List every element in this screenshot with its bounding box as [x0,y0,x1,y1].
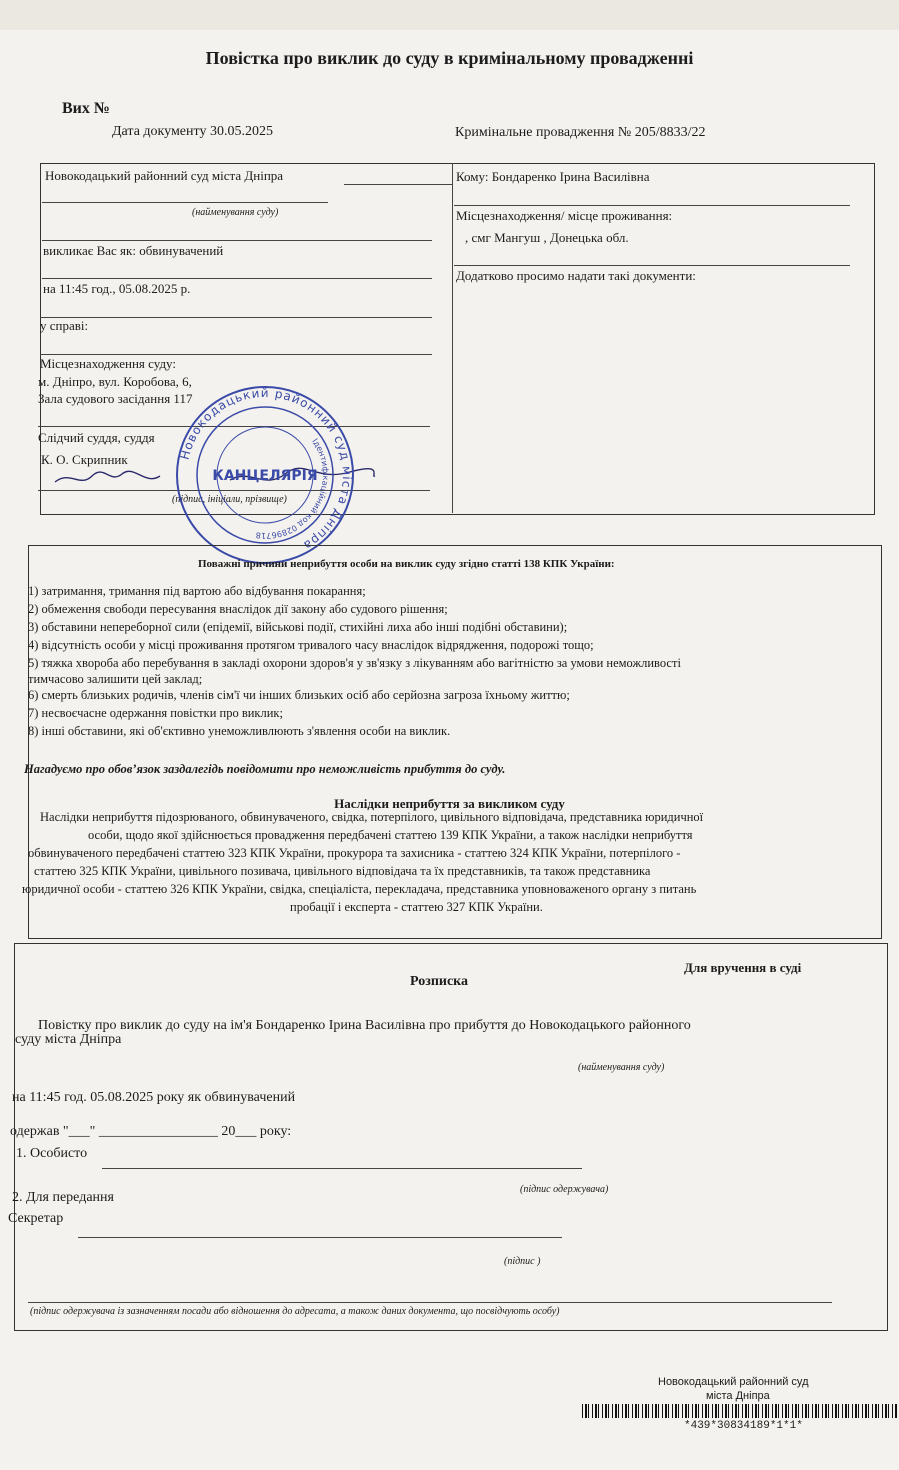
recipient-name: Кому: Бондаренко Ірина Василівна [456,169,650,184]
stamp-code-text: Ідентифікаційний код 02896718 [255,436,331,541]
reason-item: 3) обставини непереборної сили (епідемії, військові події, стихійні лиха або інші подібні обставини); [28,620,568,634]
reason-item: 2) обмеження свободи пересування внаслідок дії закону або судового рішення; [28,602,448,616]
court-location-label: Місцезнаходження суду: [40,356,176,371]
reason-item: 6) смерть близьких родичів, членів сім'ї чи інших близьких осіб або серйозна загроза їхньому життю; [28,688,570,702]
receipt-court-caption: (найменування суду) [578,1062,665,1073]
summon-role: викликає Вас як: обвинувачений [43,243,224,258]
stamp-center-text: КАНЦЕЛЯРІЯ [212,468,318,484]
court-address: м. Дніпро, вул. Коробова, 6, [38,374,192,389]
consequences-line: юридичної особи - статтею 326 КПК України, свідка, спеціаліста, перекладача, представника уповноваженого органу з питань [22,882,697,896]
footer-court-line2: міста Дніпра [706,1390,770,1402]
court-name: Новокодацький районний суд міста Дніпра [45,168,284,183]
receipt-court: суду міста Дніпра [15,1032,122,1047]
reason-item: 5) тяжка хвороба або перебування в закладі охорони здоров'я у зв'язку з лікуванням або вагітністю за умови неможливості [28,656,681,670]
column-divider [452,163,453,513]
court-stamp [170,385,360,565]
svg-text:Ідентифікаційний код 02896718 [255,437,330,540]
footer-court-line1: Новокодацький районний суд [658,1376,809,1388]
reasons-heading: Поважні причини неприбуття особи на виклик суду згідно статті 138 КПК України: [198,558,615,570]
received-date-line: одержав "___" _________________ 20___ року: [10,1124,292,1139]
court-room: Зала судового засідання 117 [38,391,193,406]
judge-name: К. О. Скрипник [41,452,128,467]
additional-documents-label: Додатково просимо надати такі документи: [456,268,696,283]
reason-item: 1) затримання, тримання під вартою або відбування покарання; [28,584,366,598]
consequences-line: Наслідки неприбуття підозрюваного, обвинуваченого, свідка, потерпілого, цивільного відповідача, представника юридичної [40,810,704,824]
consequences-line: особи, щодо якої здійснюється провадження передбачені статтею 139 КПК України, а також наслідки неприбуття [88,828,693,842]
stamp-ring-text: Новокодацький районний суд міста Дніпра [177,385,355,554]
for-transfer-label: 2. Для передання [12,1190,114,1205]
reason-item: тимчасово залишити цей заклад; [28,672,203,686]
document-date: Дата документу 30.05.2025 [112,124,273,139]
hearing-datetime: на 11:45 год., 05.08.2025 р. [43,281,191,296]
receipt-title: Розписка [410,974,469,989]
receipt-time-line: на 11:45 год. 05.08.2025 року як обвинувачений [12,1090,296,1105]
residence-address: , смг Мангуш , Донецька обл. [465,230,629,245]
outgoing-number: Вих № [62,100,110,117]
reminder-text: Нагадуємо про обов’язок заздалегідь повідомити про неможливість прибуття до суду. [24,762,506,776]
secretary-signature-caption: (підпис ) [504,1256,541,1267]
consequences-title: Наслідки неприбуття за викликом суду [334,796,565,811]
reason-item: 8) інші обставини, які об'єктивно унеможливлюють з'явлення особи на виклик. [28,724,451,738]
for-court-label: Для вручення в суді [684,960,802,975]
residence-label: Місцезнаходження/ місце проживання: [456,208,673,223]
court-name-caption: (найменування суду) [192,207,279,218]
receipt-footer-caption: (підпис одержувача із зазначенням посади або відношення до адресата, а також даних документа, що посвідчують особу) [30,1306,560,1317]
consequences-line: обвинуваченого передбачені статтею 323 КПК України, прокурора та захисника - статтею 324 КПК України, потерпілого - [28,846,681,860]
barcode [582,1404,898,1418]
recipient-signature-caption: (підпис одержувача) [520,1184,609,1195]
receipt-line: Повістку про виклик до суду на ім'я Бондаренко Ірина Василівна про прибуття до Новокодацького районного [38,1018,691,1033]
consequences-line: статтею 325 КПК України, цивільного позивача, цивільного відповідача та їх представників, та також представника [34,864,651,878]
reason-item: 4) відсутність особи у місці проживання протягом тривалого часу внаслідок відрядження, подорожі тощо; [28,638,594,652]
reason-item: 7) несвоєчасне одержання повістки про виклик; [28,706,283,720]
case-number: Кримінальне провадження № 205/8833/22 [455,125,706,140]
consequences-line: пробації і експерта - статтею 327 КПК України. [290,900,543,914]
judge-label: Слідчий суддя, суддя [38,430,155,445]
secretary-label: Секретар [8,1211,64,1226]
document-title: Повістка про виклик до суду в кримінальному провадженні [205,48,694,68]
barcode-number: *439*30834189*1*1* [684,1420,803,1432]
in-case-label: у справі: [40,318,89,333]
personally-label: 1. Особисто [16,1146,88,1161]
signature-caption: (підпис, ініціали, прізвище) [172,494,287,505]
